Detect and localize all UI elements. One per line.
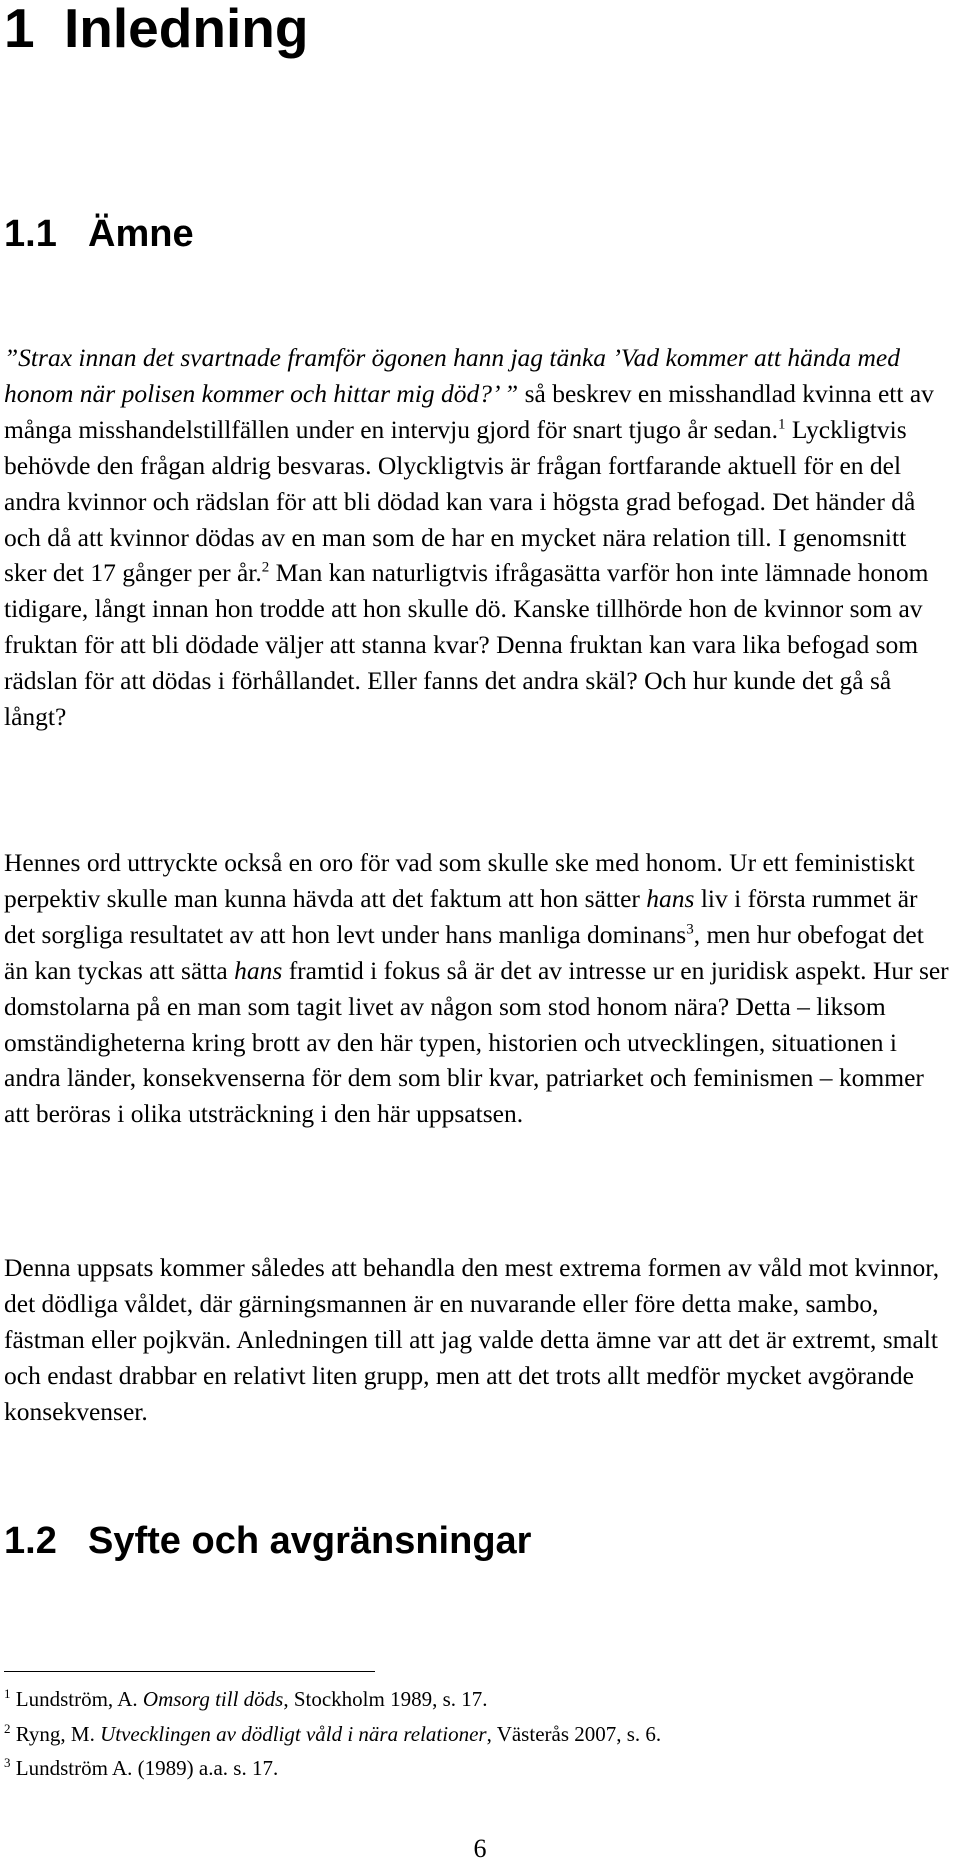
body-paragraph-2 <box>4 845 954 1132</box>
footnote-book-title: Utvecklingen av dödligt våld i nära relationer <box>100 1722 487 1746</box>
page-number: 6 <box>473 1834 487 1863</box>
opening-quote: ”Strax innan det svartnade framför ögonen hann jag tänka ’Vad kommer att hända med honom när polisen kommer och hittar mig död?’ ” <box>4 343 900 408</box>
emphasis-hans: hans <box>234 955 283 985</box>
chapter-heading <box>4 0 308 60</box>
footnote-2 <box>4 1721 661 1748</box>
paragraph-text: så beskrev en misshandlad kvinna ett av många misshandelstillfällen under en intervju gjord för snart tjugo år sedan. <box>4 378 934 444</box>
paragraph-text: liv i första rummet är det sorgliga resultatet av att hon levt under hans manliga dominans <box>4 883 918 949</box>
footnote-book-title: Omsorg till döds <box>142 1687 284 1711</box>
chapter-number: 1 <box>4 0 35 59</box>
footnote-text: Lundström, A. <box>10 1687 143 1711</box>
footnote-number: 2 <box>4 1721 11 1736</box>
footnote-text: , Stockholm 1989, s. 17. <box>283 1687 488 1711</box>
footnote-text: Lundström A. (1989) a.a. s. 17. <box>10 1756 279 1780</box>
footnote-ref-2: 2 <box>261 559 270 576</box>
paragraph-text: Man kan naturligtvis ifrågasätta varför hon inte lämnade honom tidigare, långt innan hon trodde att hon skulle dö. Kanske tillhörde hon de kvinnor som av fruktan för att bli dödade väljer att stanna kvar? Denna fruktan kan vara lika befogad som rädslan för att dödas i förhållandet. Eller fanns det andra skäl? Och hur kunde det gå så långt? <box>4 558 929 732</box>
chapter-title: Inledning <box>64 0 309 59</box>
footnote-text: , Västerås 2007, s. 6. <box>486 1722 662 1746</box>
section-title: Syfte och avgränsningar <box>88 1520 532 1562</box>
paragraph-text: Lyckligtvis behövde den frågan aldrig besvaras. Olyckligtvis är frågan fortfarande aktuell för en del andra kvinnor och rädslan för att bli dödad kan vara i högsta grad befogad. Det händer då och då att kvinnor dödas av en man som de har en mycket nära relation till. I genomsnitt sker det 17 gånger per år. <box>4 414 916 588</box>
body-paragraph-1 <box>4 340 954 735</box>
section-number: 1.1 <box>4 213 57 255</box>
section-number: 1.2 <box>4 1520 57 1562</box>
paragraph-text: Hennes ord uttryckte också en oro för vad som skulle ske med honom. Ur ett feministiskt perpektiv skulle man kunna hävda att det faktum att hon sätter <box>4 848 915 913</box>
paragraph-text: , men hur obefogat det än kan tyckas att sätta <box>4 919 924 985</box>
footnote-ref-1: 1 <box>778 416 786 433</box>
footnote-ref-3: 3 <box>686 921 694 938</box>
section-heading-syfte <box>4 1518 531 1564</box>
footnote-3 <box>4 1755 278 1782</box>
body-paragraph-3: Denna uppsats kommer således att behandla den mest extrema formen av våld mot kvinnor, det dödliga våldet, där gärningsmannen är en nuvarande eller före detta make, sambo, fästman eller pojkvän. Anledningen till att jag valde detta ämne var att det är extremt, smalt och endast drabbar en relativt liten grupp, men att det trots allt medför mycket avgörande konsekvenser. <box>4 1253 940 1426</box>
footnote-1 <box>4 1686 488 1713</box>
footnote-number: 3 <box>4 1755 11 1770</box>
footnote-text: Ryng, M. <box>10 1722 101 1746</box>
section-heading-amne <box>4 211 194 257</box>
section-title: Ämne <box>88 213 194 255</box>
footnote-separator <box>4 1671 375 1672</box>
footnote-number: 1 <box>4 1686 11 1701</box>
paragraph-text: framtid i fokus så är det av intresse ur en juridisk aspekt. Hur ser domstolarna på en man som tagit livet av någon som stod honom nära? Detta – liksom omständigheterna kring brott av den här typen, historien och utvecklingen, situationen i andra länder, konsekvenserna för dem som blir kvar, patriarket och feminismen – kommer att beröras i olika utsträckning i den här uppsatsen. <box>4 955 949 1129</box>
emphasis-hans: hans <box>646 883 695 913</box>
